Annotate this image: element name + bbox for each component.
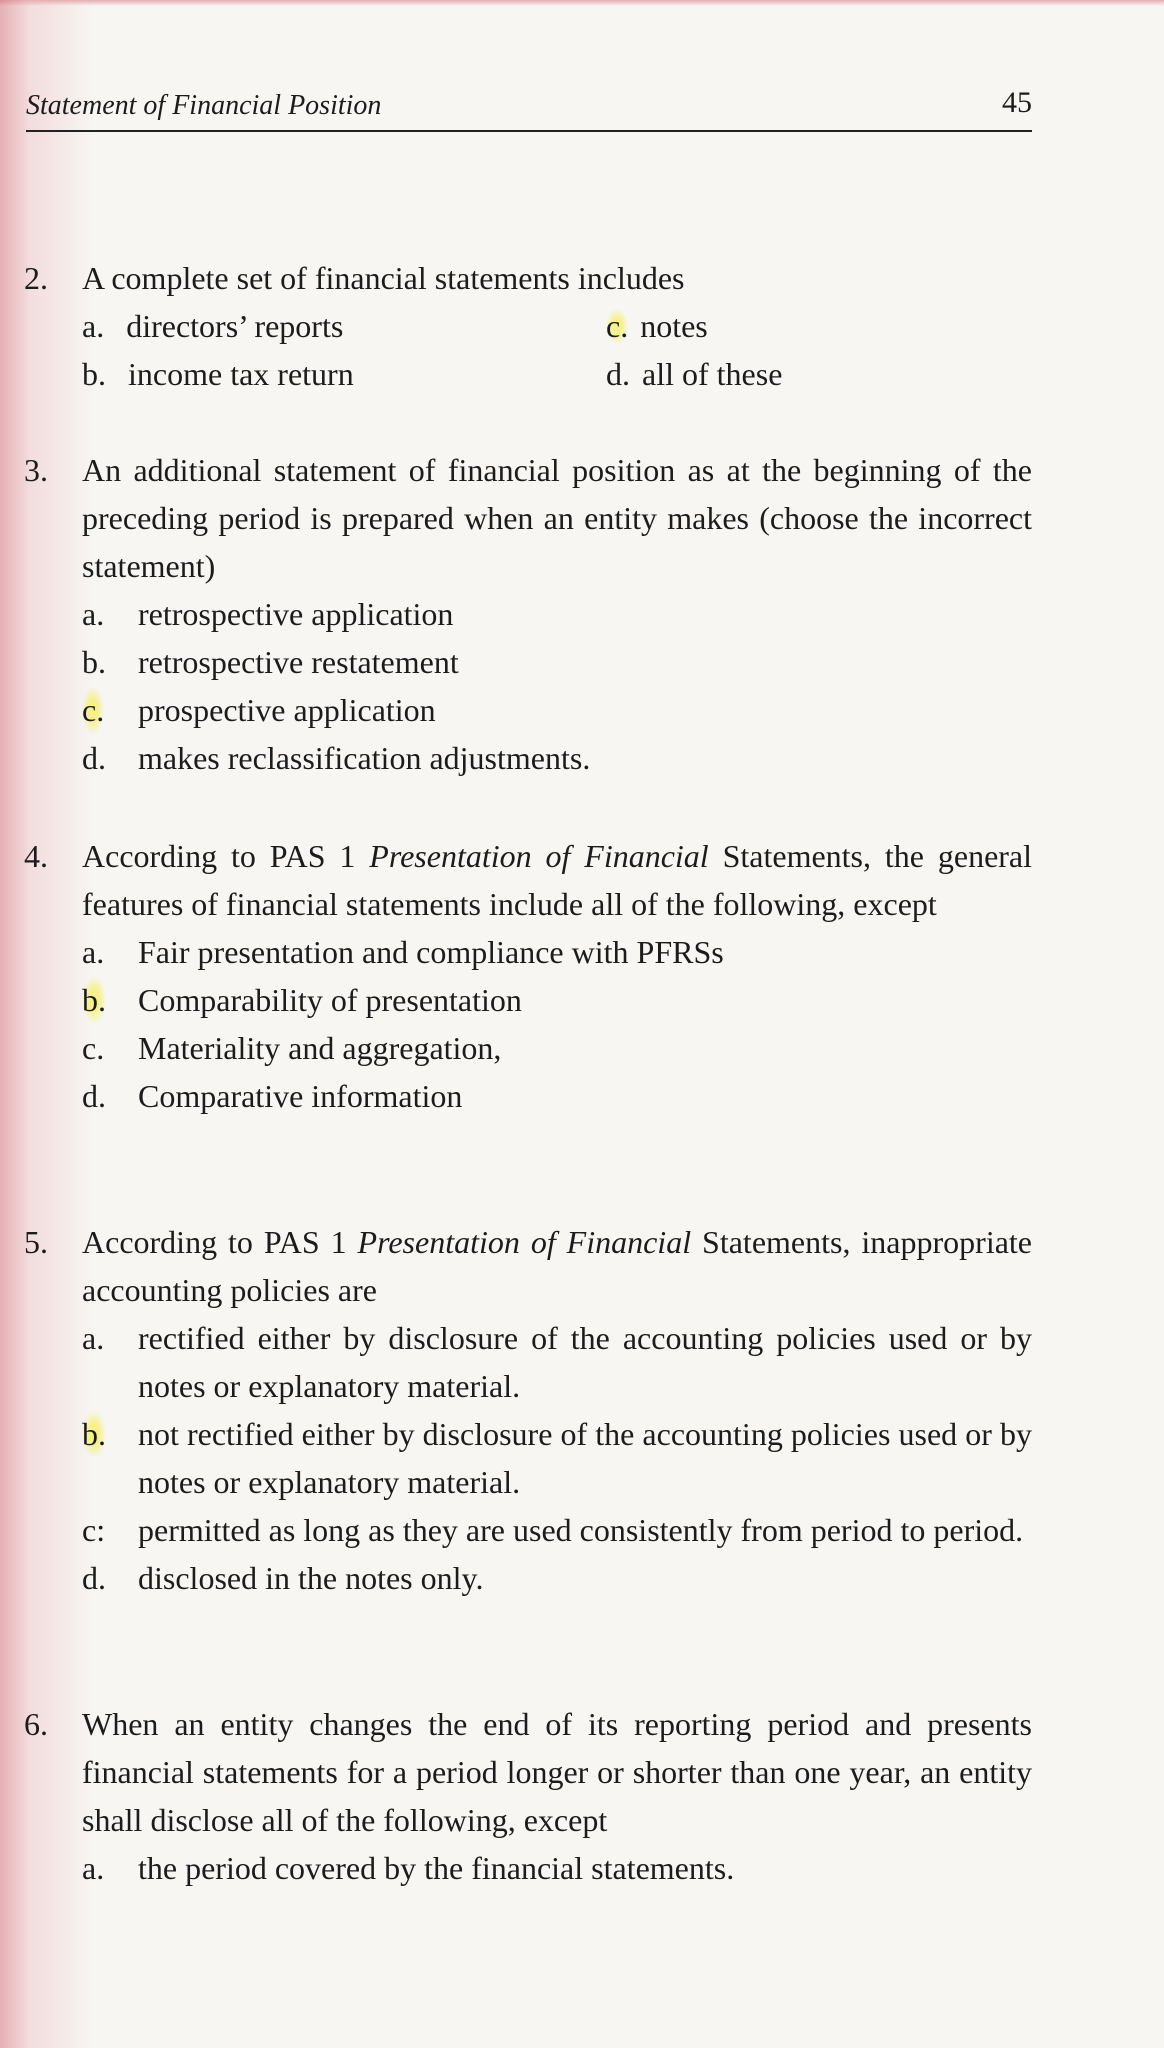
question-number: 5. — [24, 1224, 48, 1260]
option-letter: d. — [82, 1560, 106, 1596]
option-d — [82, 1072, 1032, 1120]
option-letter-highlighted: b. — [82, 976, 106, 1024]
option-text: directors’ reports — [126, 308, 344, 344]
option-b — [82, 638, 1032, 686]
option-d — [82, 734, 1032, 782]
options-two-column — [82, 302, 1032, 398]
option-text: permitted as long as they are used consistently from period to period. — [138, 1512, 1024, 1548]
option-d — [606, 350, 782, 398]
option-a — [82, 928, 1032, 976]
option-text: not rectified either by disclosure of the accounting policies used or by notes or explanatory material. — [138, 1416, 1032, 1500]
question-4 — [24, 832, 1032, 1120]
question-6 — [24, 1700, 1032, 1892]
option-text: rectified either by disclosure of the accounting policies used or by notes or explanatory material. — [138, 1320, 1032, 1404]
question-number: 3. — [24, 452, 48, 488]
option-a — [82, 1844, 1032, 1892]
question-stem: An additional statement of financial position as at the beginning of the preceding period is prepared when an entity makes (choose the incorrect statement) — [82, 452, 1032, 584]
option-b — [82, 976, 1032, 1024]
option-c — [82, 1506, 1032, 1554]
option-letter: a. — [82, 1850, 105, 1886]
option-text: disclosed in the notes only. — [138, 1560, 484, 1596]
option-text: notes — [640, 308, 708, 344]
option-letter: c. — [82, 1030, 105, 1066]
question-stem: A complete set of financial statements includes — [82, 260, 685, 296]
option-text: retrospective restatement — [138, 644, 459, 680]
option-text: all of these — [642, 356, 783, 392]
option-text: Materiality and aggregation, — [138, 1030, 502, 1066]
option-letter-highlighted: b. — [82, 1410, 106, 1458]
option-text: Comparative information — [138, 1078, 463, 1114]
page-header — [26, 80, 1032, 132]
option-letter: a. — [82, 596, 105, 632]
option-text: Comparability of presentation — [138, 982, 522, 1018]
question-3 — [24, 446, 1032, 782]
page-number: 45 — [1002, 86, 1032, 119]
question-5 — [24, 1218, 1032, 1602]
option-a — [82, 302, 343, 350]
option-b — [82, 1410, 1032, 1506]
option-letter-highlighted: c. — [606, 308, 629, 344]
option-letter: c: — [82, 1512, 106, 1548]
option-letter: b. — [82, 356, 106, 392]
question-number: 4. — [24, 838, 48, 874]
option-letter: a. — [82, 934, 105, 970]
running-title: Statement of Financial Position — [26, 90, 382, 121]
option-text: prospective application — [138, 692, 436, 728]
option-text: Fair presentation and compliance with PFRSs — [138, 934, 724, 970]
option-a — [82, 590, 1032, 638]
question-stem: According to PAS 1 Presentation of Financial Statements, inappropriate accounting policies are — [82, 1224, 1033, 1308]
option-letter: a. — [82, 308, 105, 344]
question-number: 6. — [24, 1706, 48, 1742]
option-letter: d. — [82, 1078, 106, 1114]
option-c — [82, 1024, 1032, 1072]
option-c — [82, 686, 1032, 734]
question-number: 2. — [24, 260, 48, 296]
option-b — [82, 350, 354, 398]
question-2 — [24, 254, 1032, 398]
option-text: income tax return — [128, 356, 354, 392]
question-stem: When an entity changes the end of its reporting period and presents financial statements for a period longer or shorter than one year, an entity shall disclose all of the following, except — [82, 1706, 1032, 1838]
option-letter-highlighted: c. — [82, 686, 104, 734]
option-text: the period covered by the financial statements. — [138, 1850, 735, 1886]
option-letter: d. — [82, 740, 106, 776]
option-a — [82, 1314, 1032, 1410]
option-d — [82, 1554, 1032, 1602]
option-c — [606, 302, 708, 350]
option-text: makes reclassification adjustments. — [138, 740, 591, 776]
option-letter: b. — [82, 644, 106, 680]
option-text: retrospective application — [138, 596, 454, 632]
option-letter: a. — [82, 1320, 105, 1356]
option-letter: d. — [606, 356, 630, 392]
question-stem: According to PAS 1 Presentation of Financial Statements, the general features of financial statements include all of the following, except — [82, 838, 1033, 922]
